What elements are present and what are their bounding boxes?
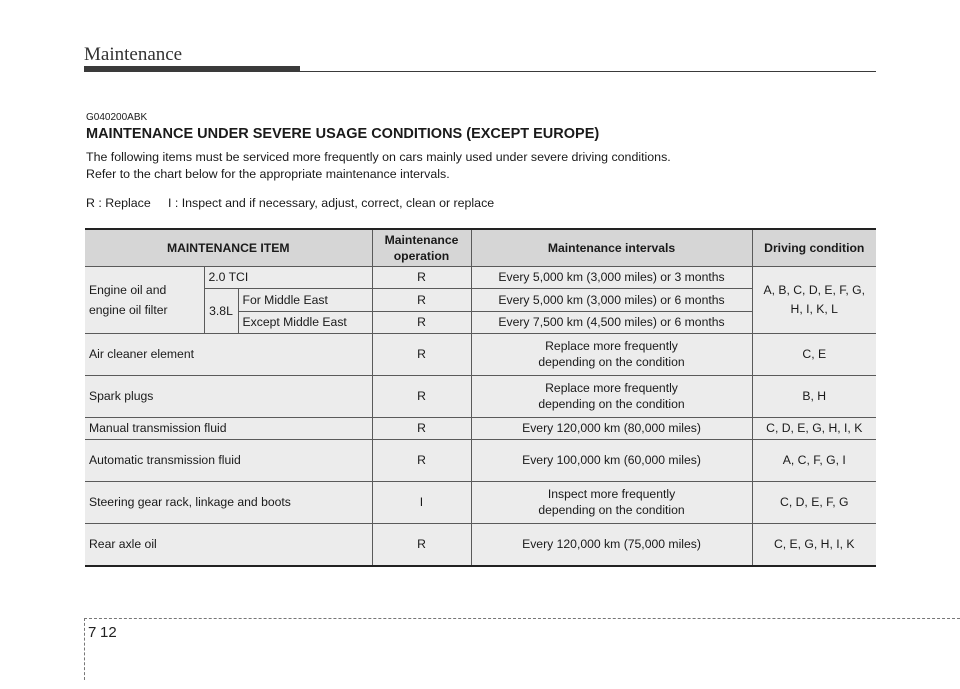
- cell-condition: A, B, C, D, E, F, G, H, I, K, L: [752, 266, 876, 333]
- intro-line-1: The following items must be serviced more frequently on cars mainly used under severe driving conditions.: [86, 150, 671, 164]
- cell-engine: 3.8L: [204, 288, 238, 333]
- cell-condition: A, C, F, G, I: [752, 439, 876, 481]
- cell-operation: R: [372, 266, 471, 288]
- cell-condition: C, D, E, G, H, I, K: [752, 417, 876, 439]
- cell-interval: Replace more frequently depending on the condition: [471, 375, 752, 417]
- section-title: Maintenance: [84, 44, 183, 65]
- table-row: [85, 417, 876, 439]
- cell-condition: C, E: [752, 333, 876, 375]
- footer-rule: [84, 618, 960, 619]
- table-row: [85, 266, 876, 288]
- cell-item: Manual transmission fluid: [85, 417, 372, 439]
- cell-interval: Every 100,000 km (60,000 miles): [471, 439, 752, 481]
- cell-region: Except Middle East: [238, 311, 372, 333]
- cell-item: Steering gear rack, linkage and boots: [85, 481, 372, 523]
- cell-operation: R: [372, 417, 471, 439]
- page-heading: MAINTENANCE UNDER SEVERE USAGE CONDITIONS (EXCEPT EUROPE): [86, 126, 600, 142]
- cell-item: Spark plugs: [85, 375, 372, 417]
- cell-item: Automatic transmission fluid: [85, 439, 372, 481]
- table-row: [85, 481, 876, 523]
- cell-interval: Every 120,000 km (80,000 miles): [471, 417, 752, 439]
- operation-legend: R : Replace I : Inspect and if necessary, adjust, correct, clean or replace: [86, 196, 495, 210]
- table-header-row: [85, 229, 876, 266]
- header-rule-thin: [300, 71, 876, 72]
- intro-text: [86, 149, 866, 183]
- cell-item: Rear axle oil: [85, 523, 372, 566]
- cell-condition: B, H: [752, 375, 876, 417]
- cell-operation: R: [372, 375, 471, 417]
- table-row: [85, 523, 876, 566]
- cell-condition: C, E, G, H, I, K: [752, 523, 876, 566]
- cell-interval: Inspect more frequently depending on the condition: [471, 481, 752, 523]
- cell-operation: R: [372, 439, 471, 481]
- cell-operation: R: [372, 288, 471, 311]
- header-item: MAINTENANCE ITEM: [85, 229, 372, 266]
- header-rule-thick: [84, 66, 300, 72]
- cell-variant: 2.0 TCI: [204, 266, 372, 288]
- header-condition: Driving condition: [752, 229, 876, 266]
- table-row: [85, 375, 876, 417]
- cell-region: For Middle East: [238, 288, 372, 311]
- engine-oil-item: Engine oil and engine oil filter: [89, 282, 168, 317]
- cell-item: Air cleaner element: [85, 333, 372, 375]
- section-number: 7: [88, 624, 97, 641]
- doc-code: G040200ABK: [86, 112, 148, 123]
- cell-operation: R: [372, 523, 471, 566]
- cell-interval: Every 120,000 km (75,000 miles): [471, 523, 752, 566]
- intro-line-2: Refer to the chart below for the appropriate maintenance intervals.: [86, 167, 450, 181]
- header-interval: Maintenance intervals: [471, 229, 752, 266]
- cell-operation: R: [372, 333, 471, 375]
- header-operation: Maintenance operation: [372, 229, 471, 266]
- cell-item: [85, 266, 204, 333]
- cell-interval: Replace more frequently depending on the condition: [471, 333, 752, 375]
- cell-interval: Every 5,000 km (3,000 miles) or 6 months: [471, 288, 752, 311]
- cell-operation: R: [372, 311, 471, 333]
- page-number: 12: [100, 624, 117, 641]
- footer-divider: [84, 618, 85, 680]
- cell-interval: Every 5,000 km (3,000 miles) or 3 months: [471, 266, 752, 288]
- maintenance-table: [85, 228, 876, 567]
- table-row: [85, 439, 876, 481]
- cell-operation: I: [372, 481, 471, 523]
- table-row: [85, 333, 876, 375]
- cell-condition: C, D, E, F, G: [752, 481, 876, 523]
- cell-interval: Every 7,500 km (4,500 miles) or 6 months: [471, 311, 752, 333]
